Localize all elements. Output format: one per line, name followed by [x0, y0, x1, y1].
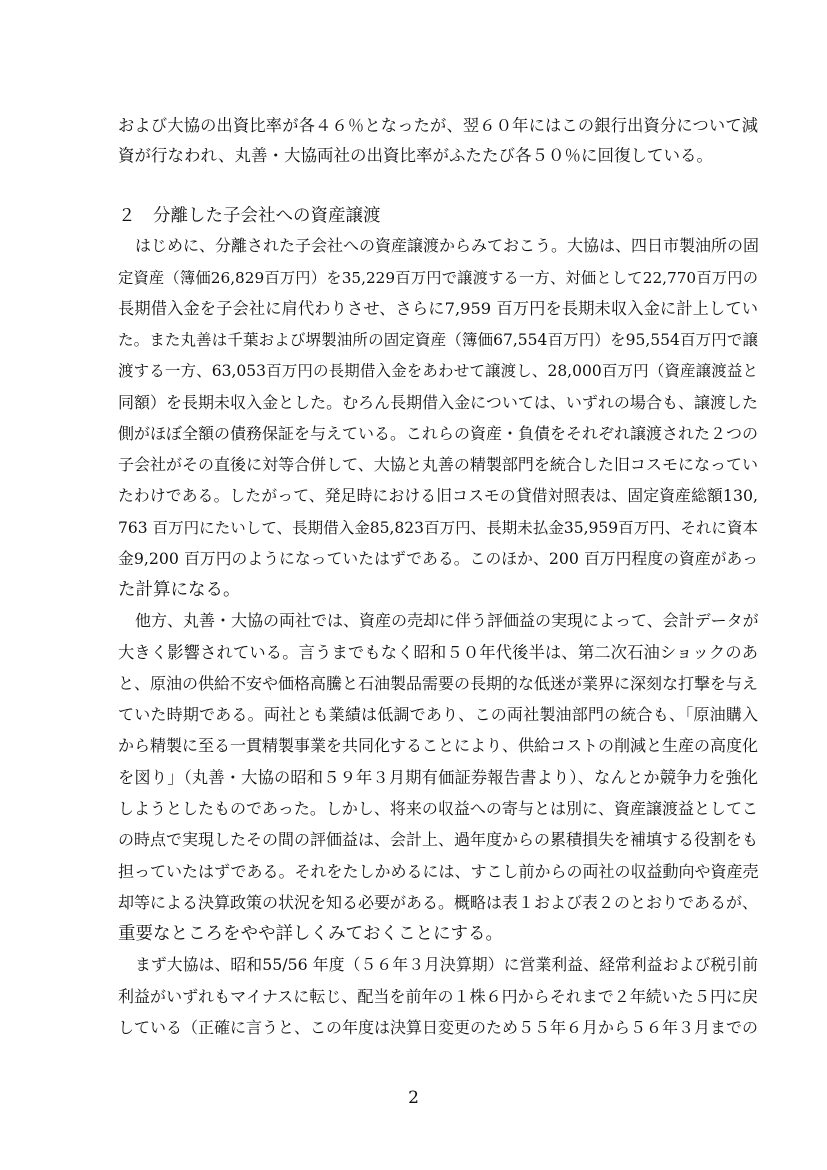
body-text-line: 側がほぼ全額の債務保証を与えている。これらの資産・負債をそれぞれ譲渡された２つの	[118, 424, 759, 443]
body-text-line: 資が行なわれ、丸善・大協両社の出資比率がふたたび各５０％に回復している。	[118, 146, 713, 165]
body-text-line: た。また丸善は千葉および堺製油所の固定資産（簿価67,554百万円）を95,554百万円で譲	[118, 331, 758, 349]
body-text-line: を図り」（丸善・大協の昭和５９年３月期有価証券報告書より）、なんとか競争力を強化	[118, 768, 758, 787]
body-text-line: はじめに、分離された子会社への資産譲渡からみておこう。大協は、四日市製油所の固	[135, 236, 760, 255]
body-text-line: 763 百万円にたいして、長期借入金85,823百万円、長期未払金35,959百万円、それに資本	[118, 519, 758, 537]
body-text-line: 渡する一方、63,053百万円の長期借入金をあわせて譲渡し、28,000百万円（資産譲渡益と	[118, 362, 758, 380]
body-text-line: 利益がいずれもマイナスに転じ、配当を前年の１株６円からそれまで２年続いた５円に戻	[118, 987, 758, 1006]
body-text-line: の時点で実現したその間の評価益は、会計上、過年度からの累積損失を補填する役割をも	[118, 830, 759, 849]
body-text-line: と、原油の供給不安や価格高騰と石油製品需要の長期的な低迷が業界に深刻な打撃を与え	[118, 674, 759, 693]
body-text-line: 長期借入金を子会社に肩代わりさせ、さらに7,959 百万円を長期未収入金に計上してい	[118, 299, 758, 318]
page-number: 2	[408, 1088, 419, 1108]
body-text-line: 定資産（簿価26,829百万円）を35,229百万円で譲渡する一方、対価として22,770百万円の	[118, 269, 758, 287]
body-text-line: から精製に至る一貫精製事業を共同化することにより、供給コストの削減と生産の高度化	[118, 736, 759, 755]
body-text-line: している（正確に言うと、この年度は決算日変更のため５５年６月から５６年３月までの	[118, 1018, 759, 1037]
body-text-line: 担っていたはずである。それをたしかめるには、すこし前からの両社の収益動向や資産売	[118, 862, 759, 881]
body-text-line: 他方、丸善・大協の両社では、資産の売却に伴う評価益の実現によって、会計データが	[135, 611, 759, 630]
body-text-line: 同額）を長期未収入金とした。むろん長期借入金については、いずれの場合も、譲渡した	[118, 393, 758, 412]
body-text-line: しようとしたものであった。しかし、将来の収益への寄与とは別に、資産譲渡益としてこ	[118, 799, 758, 818]
body-text-line: 金9,200 百万円のようになっていたはずである。このほか、200 百万円程度の資産があっ	[118, 549, 758, 568]
body-text-line: 子会社がその直後に対等合併して、大協と丸善の精製部門を統合した旧コスモになってい	[118, 455, 758, 474]
body-text-line: 重要なところをやや詳しくみておくことにする。	[118, 924, 503, 944]
body-text-line: ていた時期である。両社とも業績は低調であり、この両社製油部門の統合も、「原油購入	[118, 705, 758, 724]
body-text-line: 却等による決算政策の状況を知る必要がある。概略は表１および表２のとおりであるが、	[118, 893, 759, 912]
section-heading: ２ 分離した子会社への資産譲渡	[118, 206, 381, 226]
body-text-line: および大協の出資比率が各４６％となったが、翌６０年にはこの銀行出資分について減	[118, 116, 758, 135]
body-text-line: まず大協は、昭和55/56 年度（５６年３月決算期）に営業利益、経常利益および税引前	[135, 955, 758, 974]
body-text-line: た計算になる。	[118, 580, 241, 600]
body-text-line: 大きく影響されている。言うまでもなく昭和５０年代後半は、第二次石油ショックのあ	[118, 643, 758, 662]
body-text-line: たわけである。したがって、発足時における旧コスモの貸借対照表は、固定資産総額130,	[118, 486, 758, 505]
